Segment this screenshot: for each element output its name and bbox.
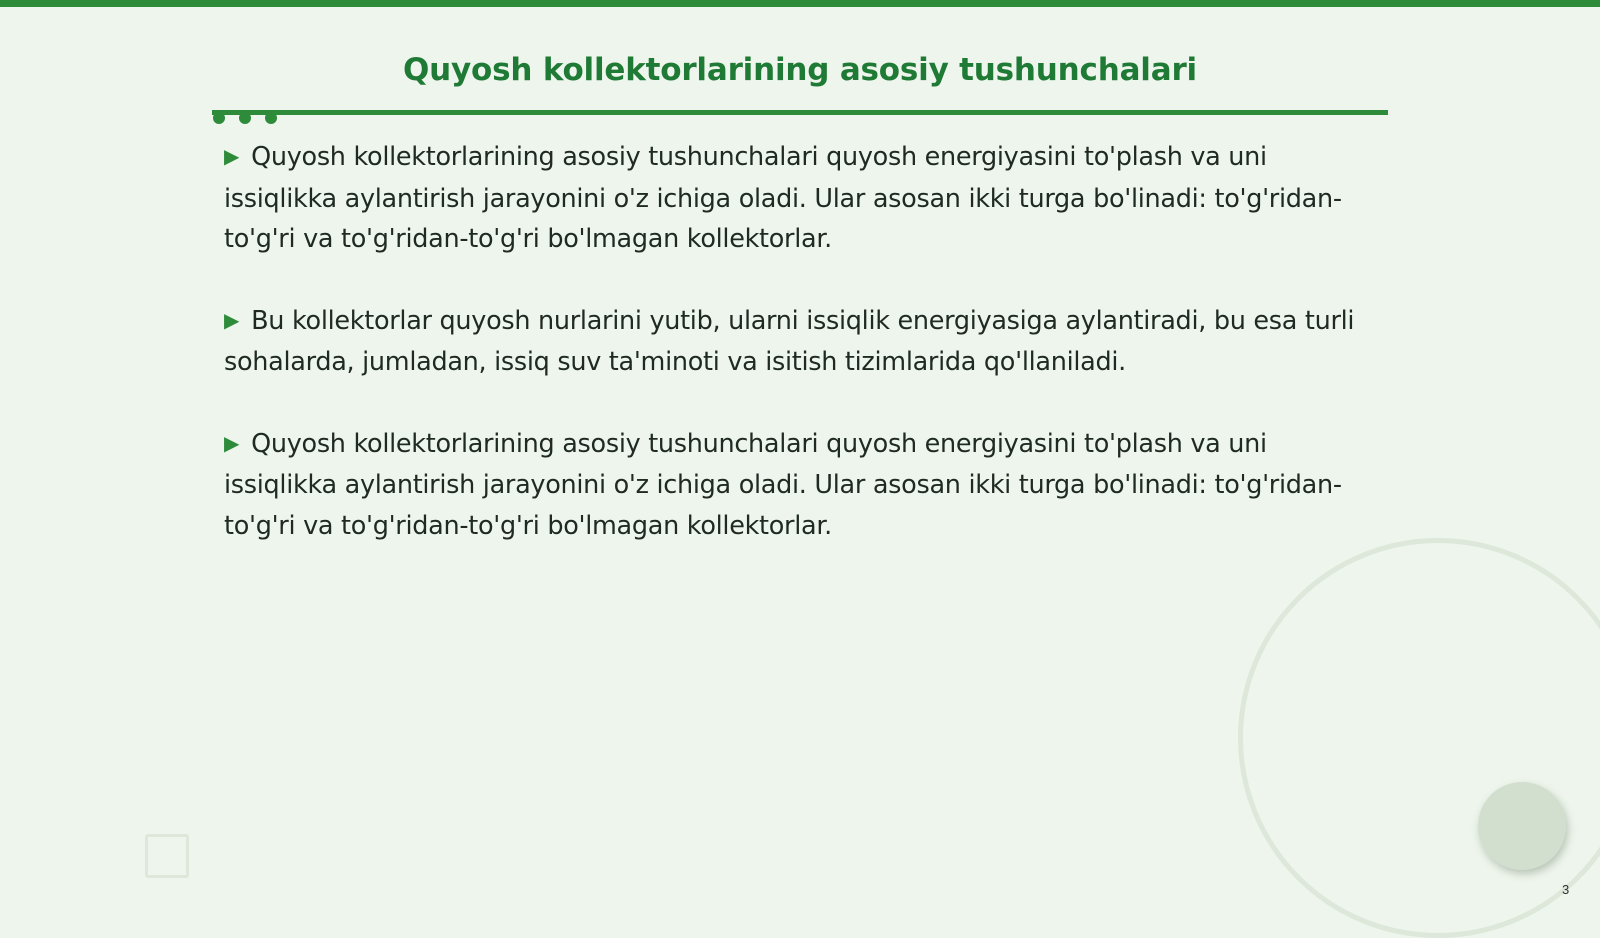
bullet-item xyxy=(224,137,1364,260)
bullet-text: Quyosh kollektorlarining asosiy tushunchalari quyosh energiyasini to'plash va uni issiqlikka aylantirish jarayonini o'z ichiga oladi. Ular asosan ikki turga bo'linadi: to'g'ridan-to'g'ri va to'g'ridan-to'g'ri bo'lmagan kollektorlar. xyxy=(224,142,1342,254)
bullet-item xyxy=(224,424,1364,547)
bullet-text: Bu kollektorlar quyosh nurlarini yutib, ularni issiqlik energiyasiga aylantiradi, bu esa turli sohalarda, jumladan, issiq suv ta'minoti va isitish tizimlarida qo'llaniladi. xyxy=(224,305,1355,377)
slide-title: Quyosh kollektorlarining asosiy tushunchalari xyxy=(403,52,1197,88)
page-number: 3 xyxy=(1562,882,1570,897)
top-accent-bar xyxy=(0,0,1600,7)
bullet-item xyxy=(224,301,1364,383)
bullet-text: Quyosh kollektorlarining asosiy tushunchalari quyosh energiyasini to'plash va uni issiqlikka aylantirish jarayonini o'z ichiga oladi. Ular asosan ikki turga bo'linadi: to'g'ridan-to'g'ri va to'g'ridan-to'g'ri bo'lmagan kollektorlar. xyxy=(224,428,1342,541)
decorative-ring xyxy=(1238,538,1600,938)
bullet-arrow-icon: ▶ xyxy=(224,144,240,168)
decorative-circle xyxy=(1478,782,1566,870)
decorative-dot xyxy=(213,112,225,124)
title-underline xyxy=(212,110,1388,115)
bullet-arrow-icon: ▶ xyxy=(224,430,240,455)
decorative-dot xyxy=(239,112,251,124)
bullet-list xyxy=(224,137,1364,587)
decorative-dot xyxy=(265,112,277,124)
decorative-square xyxy=(145,834,189,878)
bullet-arrow-icon: ▶ xyxy=(224,307,240,332)
